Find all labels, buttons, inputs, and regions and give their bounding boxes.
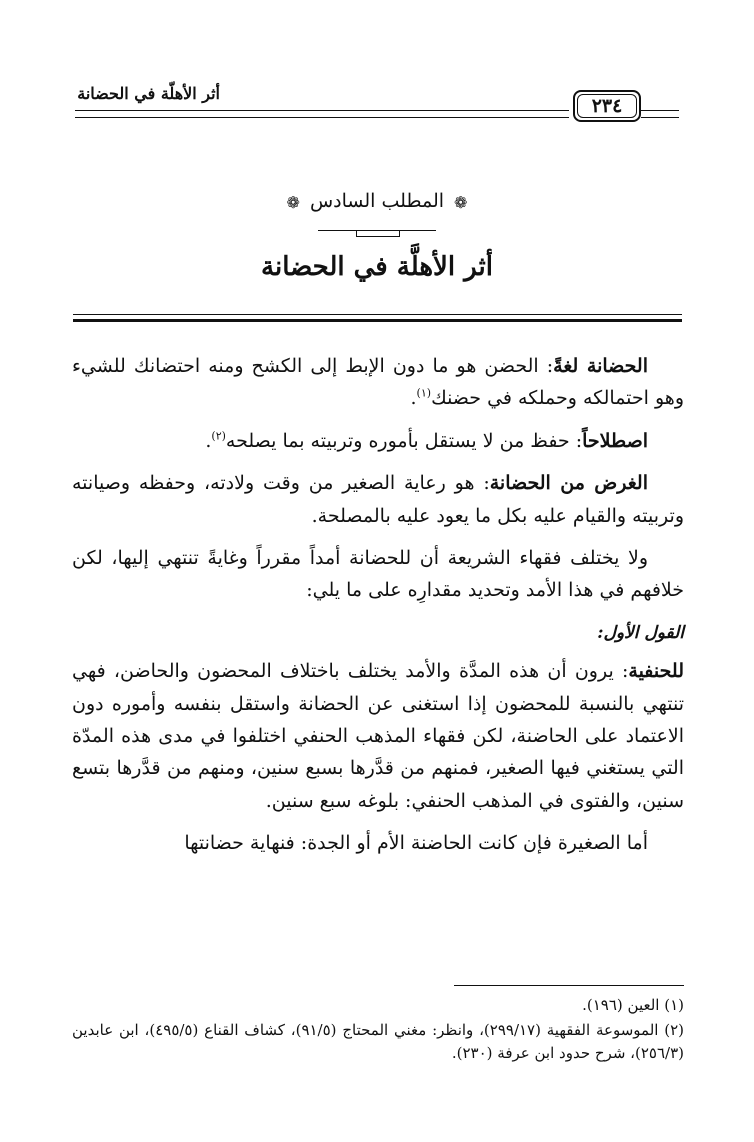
flower-ornament-icon: ❁ xyxy=(454,192,468,212)
paragraph-definition-language xyxy=(72,350,684,415)
term-hanafiyya: للحنفية xyxy=(628,660,684,683)
paragraph-girl: أما الصغيرة فإن كانت الحاضنة الأم أو الجدة: فنهاية حضانتها xyxy=(184,832,648,855)
section-subtitle: المطلب السادس xyxy=(309,190,445,212)
term-hadana-lugha: الحضانة لغةً xyxy=(553,355,648,377)
header-rule-left xyxy=(75,110,569,118)
footnote-1: (١) العين (١٩٦). xyxy=(582,996,684,1014)
section-rule xyxy=(73,314,682,322)
footnote-rule xyxy=(454,985,684,986)
header-rule-right xyxy=(641,110,679,118)
footnote-ref-1: (١) xyxy=(416,387,432,401)
paragraph-text: : حفظ من لا يستقل بأموره وتربيته بما يصلحه xyxy=(225,429,583,452)
paragraph-hanafi xyxy=(72,655,684,817)
paragraph-intro: ولا يختلف فقهاء الشريعة أن للحضانة أمداً مقرراً وغايةً تنتهي إليها، لكن خلافهم في هذا الأمد وتحديد مقدارِه على ما يلي: xyxy=(72,547,684,602)
section-title: أثر الأهلَّة في الحضانة xyxy=(261,252,493,282)
first-opinion-heading: القول الأول: xyxy=(597,622,684,643)
footnote-2: (٢) الموسوعة الفقهية (٢٩٩/١٧)، وانظر: مغني المحتاج (٩١/٥)، كشاف القناع (٤٩٥/٥)، ابن عابدين (٢٥٦/٣)، شرح حدود ابن عرفة (٢٣٠). xyxy=(72,1021,684,1062)
running-title: أثر الأهلّة في الحضانة xyxy=(77,84,220,103)
term-purpose: الغرض من الحضانة xyxy=(489,472,648,495)
footnote-ref-2: (٢) xyxy=(211,429,226,443)
term-istilahan: اصطلاحاً xyxy=(582,429,648,452)
flower-ornament-icon: ❁ xyxy=(286,192,300,212)
body-text xyxy=(72,350,684,870)
paragraph-text: : هو رعاية الصغير من وقت ولادته، وحفظه وصيانته وتربيته والقيام عليه بكل ما يعود عليه بالمصلحة. xyxy=(72,472,684,527)
page-number: ٢٣٤ xyxy=(573,90,641,122)
section-subtitle-line xyxy=(0,190,754,212)
underline-notch xyxy=(356,230,400,237)
footnotes xyxy=(72,994,684,1067)
paragraph-purpose xyxy=(72,467,684,532)
period: . xyxy=(205,429,212,452)
paragraph-text: : يرون أن هذه المدَّة والأمد يختلف باختلاف المحضون والحاضن، فهي تنتهي بالنسبة للمحضون إذا استغنى عن الحضانة واستقل بنفسه وأموره دون الاعتماد على الحاضنة، لكن فقهاء المذهب الحنفي اختلفوا في مدى هذه المدّة التي يستغني فيها الصغير، فمنهم من قدَّرها بسبع سنين، ومنهم من قدَّرها بتسع سنين، والفتوى في المذهب الحنفي: بلوغه سبع سنين. xyxy=(72,660,684,812)
subtitle-underline xyxy=(318,230,436,231)
paragraph-definition-term xyxy=(72,425,684,457)
period: . xyxy=(410,387,417,410)
paragraph-text: : الحضن هو ما دون الإبط إلى الكشح ومنه احتضانك للشيء وهو احتمالكه وحملكه في حضنك xyxy=(72,355,684,410)
